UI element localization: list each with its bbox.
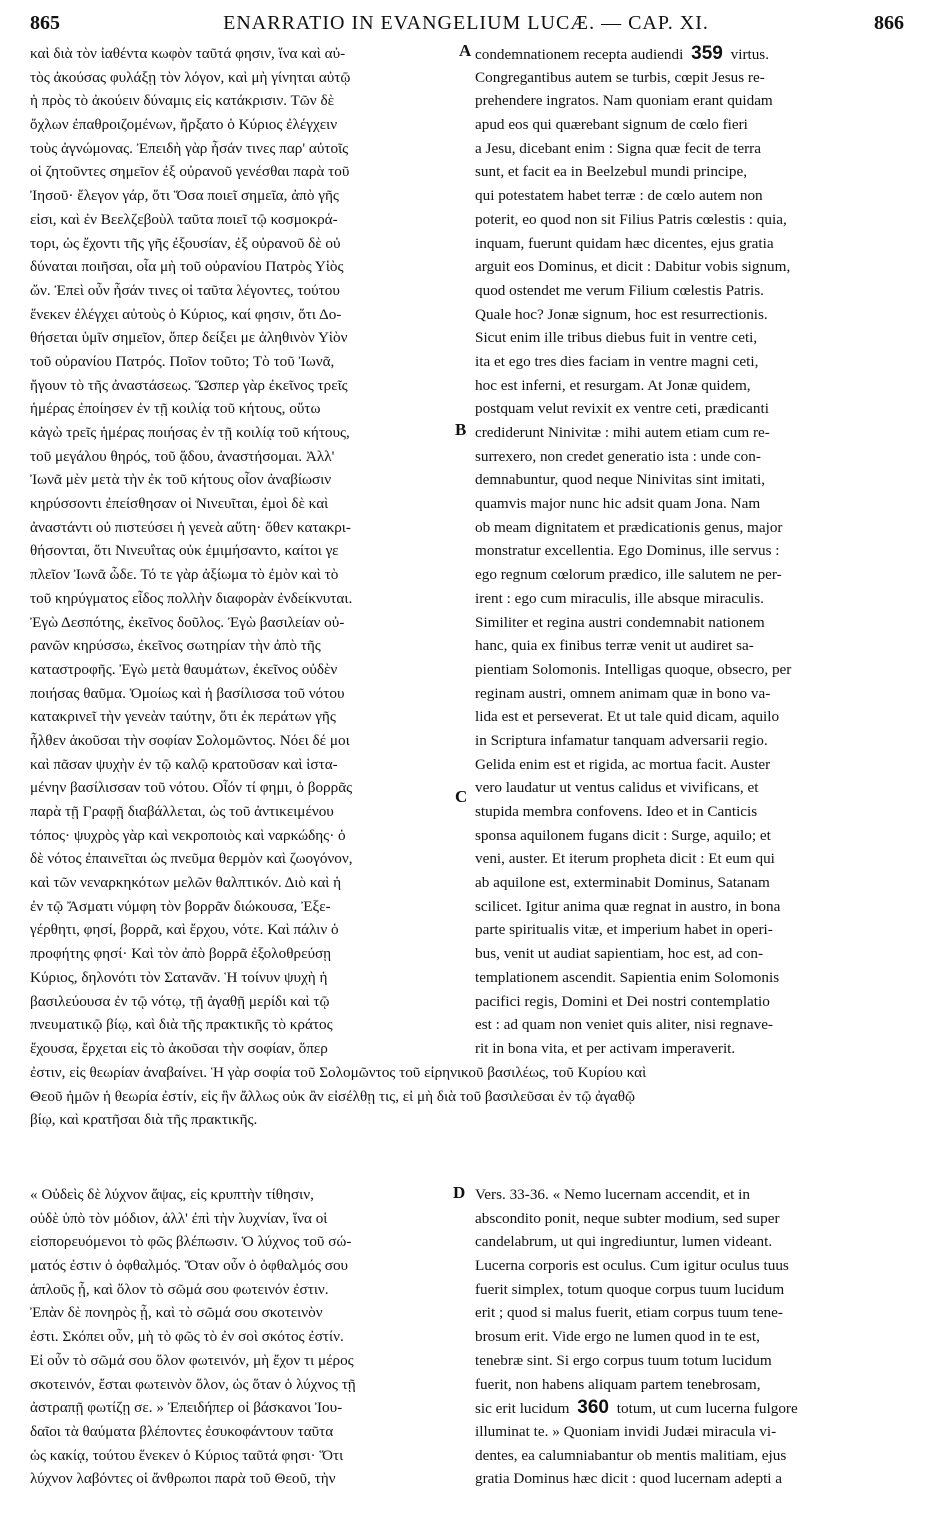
text-line: candelabrum, ut qui ingrediuntur, lumen videant.: [475, 1233, 773, 1251]
greek-full-width-text: [30, 1061, 910, 1132]
text-line: ego regnum cœlorum prædico, ille salutem ne per-: [475, 566, 782, 584]
running-title: ENARRATIO IN EVANGELIUM LUCÆ. — CAP. XI.: [223, 12, 709, 34]
text-line: ὄχλων ἐπαθροιζομένων, ἤρξατο ὁ Κύριος ἐλέγχειν: [30, 116, 338, 134]
text-line: τοὺς ἀγνώμονας. Ἐπειδὴ γὰρ ἦσάν τινες παρ' αὐτοῖς: [30, 139, 349, 157]
text-line: προφήτης φησί· Καὶ τὸν ἀπὸ βορρᾶ ἐξολοθρεύσῃ: [30, 945, 332, 963]
text-line: καὶ τῶν νεναρκηκότων μελῶν θαλπτικόν. Διὸ καὶ ἡ: [30, 874, 342, 892]
text-line: Sicut enim ille tribus diebus fuit in ventre ceti,: [475, 329, 758, 347]
text-line: καὶ πᾶσαν ψυχὴν ἐν τῷ καλῷ κρατοῦσαν καὶ ἱστα-: [30, 755, 338, 773]
text-line: crediderunt Ninivitæ : mihi autem etiam cum re-: [475, 424, 770, 441]
text-line: vero laudatur ut ventus calidus et vivificans, et: [475, 779, 759, 797]
section-marker-a: A: [459, 41, 472, 60]
page-number-left: 865: [30, 12, 60, 34]
text-line: γέρθητι, φησί, βορρᾶ, καὶ ἔρχου, νότε. Καὶ πάλιν ὁ: [30, 921, 339, 939]
text-line: τὸς ἀκούσας φυλάξῃ τὸν λόγον, καὶ μὴ γίνηται αὐτῷ: [30, 68, 351, 86]
text-line: ob meam dignitatem et prædicationis genus, major: [475, 518, 783, 536]
text-line: τοῦ μεγάλου θηρός, τοῦ ᾅδου, ἀναστήσομαι. Ἀλλ': [30, 447, 335, 465]
text-line: ἀναστάντι οὐ πιστεύσει ἡ γενεὰ αὕτη· ὅθεν κατακρι-: [30, 518, 351, 536]
text-line: καταστροφῆς. Ἐγὼ μετὰ θαυμάτων, ἐκεῖνος οὐδὲν: [30, 660, 338, 678]
text-line: ab aquilone est, exterminabit Dominus, Satanam: [475, 874, 770, 892]
section-marker-c: C: [455, 787, 468, 806]
text-line: δύναται ποιῆσαι, οἷα μὴ τοῦ οὐρανίου Πατρὸς Υἱὸς: [30, 258, 344, 276]
text-line: τορι, ὡς ἔχοντι τῆς γῆς ἐξουσίαν, ἐξ οὐρανοῦ δὲ οὐ: [30, 234, 341, 252]
latin-column-bottom: [475, 1183, 905, 1491]
text-line: δαῖοι τὰ θαύματα βλέποντες ἐσυκοφάντουν ταῦτα: [30, 1422, 334, 1440]
text-line: rit in bona vita, et per activam imperaverit.: [475, 1039, 736, 1057]
text-line: reginam austri, omnem animam quæ in bono va-: [475, 684, 771, 702]
text-line: scilicet. Igitur anima quæ regnat in austro, in bona: [475, 897, 781, 915]
text-line: irent : ego cum miraculis, ille absque miraculis.: [475, 589, 764, 607]
text-line: Ἐπὰν δὲ πονηρὸς ᾖ, καὶ τὸ σῶμά σου σκοτεινὸν: [30, 1304, 323, 1322]
text-line: a Jesu, dicebant enim : Signa quæ fecit de terra: [475, 139, 761, 157]
text-line: οἱ ζητοῦντες σημεῖον ἐξ οὐρανοῦ γενέσθαι παρὰ τοῦ: [30, 163, 350, 181]
text-line: sic erit lucidum 360 totum, ut cum lucerna fulgore: [475, 1397, 798, 1419]
text-line: κατακρινεῖ τὴν γενεὰν ταύτην, ὅτι ἐκ περάτων γῆς: [30, 708, 336, 726]
text-line: in Scriptura infamatur tanquam adversarii regio.: [475, 731, 768, 749]
text-line: Quale hoc? Jonæ signum, hoc est resurrectionis.: [475, 305, 768, 323]
text-line: πλεῖον Ἰωνᾶ ὧδε. Τό τε γὰρ ἀξίωμα τὸ ἐμὸν καὶ τὸ: [30, 566, 339, 584]
text-line: qui potestatem habet terræ : de cœlo autem non: [475, 187, 763, 205]
text-line: ἀστραπῇ φωτίζῃ σε. » Ἐπειδήπερ οἱ βάσκανοι Ἰου-: [30, 1399, 343, 1417]
text-line: brosum erit. Vide ergo ne lumen quod in te est,: [475, 1328, 760, 1346]
text-line: ἦλθεν ἀκοῦσαι τὴν σοφίαν Σολομῶντος. Νόει δέ μοι: [30, 731, 350, 749]
text-line: κἀγὼ τρεῖς ἡμέρας ποιήσας ἐν τῇ κοιλίᾳ τοῦ κήτους,: [30, 424, 350, 441]
text-line: quod ostendet me verum Filium cœlestis Patris.: [475, 281, 764, 299]
text-line: poterit, eo quod non sit Filius Patris cœlestis : quia,: [475, 210, 787, 228]
running-header: [0, 4, 932, 34]
text-line: prehendere ingratos. Nam quoniam erant quidam: [475, 92, 773, 110]
text-line: ὡς κακίᾳ, τούτου ἕνεκεν ὁ Κύριος ταῦτά φησι· Ὅτι: [30, 1446, 344, 1464]
text-line: κηρύσσοντι ἐπείσθησαν οἱ Νινευῖται, ἐμοὶ δὲ καὶ: [30, 495, 329, 513]
text-line: βασιλεύουσα ἐν τῷ νότῳ, τῇ ἀγαθῇ μερίδι καὶ τῷ: [30, 992, 330, 1010]
text-line: Ἰησοῦ· ἔλεγον γάρ, ὅτι Ὅσα ποιεῖ σημεῖα, ἀπὸ γῆς: [30, 187, 339, 205]
text-line: Gelida enim est et rigida, ac mortua facit. Auster: [475, 755, 771, 773]
text-line: Ἐγὼ Δεσπότης, ἐκεῖνος δοῦλος. Ἐγὼ βασιλείαν οὐ-: [30, 613, 345, 631]
text-line: inquam, fuerunt quidam hæc dicentes, ejus gratia: [475, 234, 774, 252]
text-line: lida est et perseverat. Et ut tale quid dicam, aquilo: [475, 708, 780, 726]
text-line: τοῦ κηρύγματος εἶδος πολλὴν διαφορὰν ἐνδείκνυται.: [30, 589, 353, 607]
text-line: illuminat te. » Quoniam invidi Judæi miracula vi-: [475, 1422, 777, 1440]
text-line: ἕνεκεν ἐλέγχει αὐτοὺς ὁ Κύριος, καί φησιν, ὅτι Δο-: [30, 305, 342, 323]
text-line: « Οὐδεὶς δὲ λύχνον ἅψας, εἰς κρυπτὴν τίθησιν,: [30, 1186, 314, 1203]
text-line: ματός ἐστιν ὁ ὀφθαλμός. Ὅταν οὖν ὁ ὀφθαλμός σου: [30, 1257, 349, 1275]
text-line: pacifici regis, Domini et Dei nostri contemplatio: [475, 992, 770, 1010]
text-line: λύχνον λαβόντες οἱ ἄνθρωποι παρὰ τοῦ Θεοῦ, τὴν: [30, 1470, 336, 1488]
text-line: ποιήσας θαῦμα. Ὁμοίως καὶ ἡ βασίλισσα τοῦ νότου: [30, 684, 345, 702]
text-line: Ἰωνᾶ μὲν μετὰ τὴν ἐκ τοῦ κήτους οἷον ἀναβίωσιν: [30, 471, 332, 489]
page-number-right: 866: [874, 12, 904, 34]
text-line: hoc est inferni, et resurgam. At Jonæ quidem,: [475, 376, 751, 394]
text-line: ὤν. Ἐπεὶ οὖν ἦσάν τινες οἱ ταῦτα λέγοντες, τούτου: [30, 281, 340, 299]
text-line: apud eos qui quærebant signum de cœlo fieri: [475, 116, 748, 134]
text-line: ἐστιν, εἰς θεωρίαν ἀναβαίνει. Ἡ γὰρ σοφία τοῦ Σολομῶντος τοῦ εἰρηνικοῦ βασιλέως, τοῦ Κυρίου καὶ: [30, 1064, 647, 1081]
text-line: ita et ego tres dies faciam in ventre magni ceti,: [475, 352, 759, 370]
text-line: gratia Dominus hæc dicit : quod lucernam adepti a: [475, 1470, 783, 1488]
text-line: θήσονται, ὅτι Νινευΐτας οὐκ ἐμιμήσαντο, καίτοι γε: [30, 542, 339, 560]
text-line: abscondito ponit, neque subter modium, sed super: [475, 1209, 780, 1227]
text-line: templationem ascendit. Sapientia enim Solomonis: [475, 968, 780, 986]
text-line: ἐν τῷ Ἄσματι νύμφη τὸν βορρᾶν διώκουσα, Ἐξε-: [30, 897, 331, 915]
text-line: arguit eos Dominus, et dicit : Dabitur vobis signum,: [475, 258, 791, 276]
text-line: τόπος· ψυχρὸς γὰρ καὶ νεκροποιὸς καὶ ναρκώδης· ὁ: [30, 826, 346, 844]
text-line: tenebræ sint. Si ergo corpus tuum totum lucidum: [475, 1351, 772, 1369]
text-line: fuerit simplex, totum quoque corpus tuum lucidum: [475, 1280, 785, 1298]
text-line: εἰσι, καὶ ἐν Βεελζεβοὺλ ταῦτα ποιεῖ τῷ κοσμοκρά-: [30, 210, 338, 228]
text-line: surrexero, non credet generatio ista : unde con-: [475, 447, 761, 465]
text-line: Lucerna corporis est oculus. Cum igitur oculus tuus: [475, 1257, 789, 1275]
text-line: εἰσπορευόμενοι τὸ φῶς βλέπωσιν. Ὁ λύχνος τοῦ σώ-: [30, 1233, 352, 1251]
text-line: ἔχουσα, ἔρχεται εἰς τὸ ἀκοῦσαι τὴν σοφίαν, ὅπερ: [30, 1039, 328, 1057]
text-line: ἡ πρὸς τὸ ἀκούειν δύναμις εἰς κατάκρισιν. Τῶν δὲ: [30, 92, 335, 110]
text-line: Similiter et regina austri condemnabit nationem: [475, 613, 765, 631]
latin-column-top: [475, 42, 905, 1061]
text-line: ἡμέρας ἐποίησεν ἐν τῇ κοιλίᾳ τοῦ κήτους, οὕτω: [30, 400, 321, 418]
text-line: πνευματικῷ βίῳ, καὶ διὰ τῆς πρακτικῆς τὸ κράτος: [30, 1016, 333, 1034]
text-line: ἁπλοῦς ᾖ, καὶ ὅλον τὸ σῶμά σου φωτεινόν ἐστιν.: [30, 1280, 329, 1298]
column-number: 360: [577, 1397, 609, 1419]
text-line: dentes, ea calumniabantur ob mentis malitiam, ejus: [475, 1446, 787, 1464]
text-line: stupida membra confovens. Ideo et in Canticis: [475, 803, 758, 820]
text-line: βίῳ, καὶ κρατῆσαι διὰ τῆς πρακτικῆς.: [30, 1111, 258, 1129]
text-line: sponsa aquilonem fugans dicit : Surge, aquilo; et: [475, 826, 771, 844]
text-line: quamvis major nunc hic adsit quam Jona. Nam: [475, 495, 761, 513]
text-line: postquam velut revixit ex ventre ceti, prædicanti: [475, 400, 769, 418]
text-line: sunt, et facit ea in Beelzebul mundi principe,: [475, 163, 748, 181]
text-line: monstratur excellentia. Ego Dominus, ille servus :: [475, 542, 780, 560]
text-line: fuerit, non habens aliquam partem tenebrosam,: [475, 1375, 761, 1393]
text-line: ἤγουν τὸ τῆς ἀναστάσεως. Ὥσπερ γὰρ ἐκεῖνος τρεῖς: [30, 376, 348, 394]
text-line: Vers. 33-36. « Nemo lucernam accendit, et in: [475, 1186, 750, 1203]
text-line: veni, auster. Et iterum propheta dicit : Et eum qui: [475, 850, 775, 868]
text-line: hanc, quia ex finibus terræ venit ut audiret sa-: [475, 637, 754, 655]
section-marker-b: B: [455, 420, 467, 439]
text-line: pientiam Solomonis. Intelligas quoque, obsecro, per: [475, 660, 792, 678]
text-line: τοῦ οὐρανίου Πατρός. Ποῖον τοῦτο; Τὸ τοῦ Ἰωνᾶ,: [30, 352, 335, 370]
greek-column-bottom: [30, 1183, 470, 1491]
text-line: Κύριος, δηλονότι τὸν Σατανᾶν. Ἡ τοίνυν ψυχὴ ἡ: [30, 968, 328, 986]
greek-column-top: [30, 42, 470, 1061]
text-line: condemnationem recepta audiendi 359 virtus.: [475, 43, 770, 64]
text-line: demnabuntur, quod neque Ninivitas sint imitati,: [475, 471, 766, 489]
text-line: μένην βασίλισσαν τοῦ νότου. Οἷόν τί φημι, ὁ βορρᾶς: [30, 779, 353, 797]
text-line: οὐδὲ ὑπὸ τὸν μόδιον, ἀλλ' ἐπὶ τὴν λυχνίαν, ἵνα οἱ: [30, 1209, 328, 1227]
text-line: δὲ νότος ἐπαινεῖται ὡς πνεῦμα θερμὸν καὶ ζωογόνον,: [30, 850, 353, 868]
text-line: θήσεται ὑμῖν σημεῖον, ὅπερ δείξει με ἀληθινὸν Υἱὸν: [30, 329, 348, 347]
text-line: Congregantibus autem se turbis, cœpit Jesus re-: [475, 68, 765, 86]
text-line: Εἰ οὖν τὸ σῶμά σου ὅλον φωτεινόν, μὴ ἔχον τι μέρος: [30, 1351, 354, 1369]
text-line: parte spiritualis vitæ, et imperium habet in operi-: [475, 921, 773, 939]
text-line: est : ad quam non veniet quis aliter, nisi regnave-: [475, 1016, 773, 1034]
text-line: erit ; quod si malus fuerit, etiam corpus tuum tene-: [475, 1304, 783, 1322]
text-line: bus, venit ut audiat sapientiam, hoc est, ad con-: [475, 945, 764, 963]
text-line: Θεοῦ ἡμῶν ἡ θεωρία ἐστίν, εἰς ἣν ἄλλως οὐκ ἂν εἰσέλθῃ τις, εἰ μὴ διὰ τοῦ βασιλεῦσαι ἐν τῷ ἀγαθῷ: [30, 1087, 636, 1105]
text-line: καὶ διὰ τὸν ἰαθέντα κωφὸν ταῦτά φησιν, ἵνα καὶ αὐ-: [30, 45, 346, 62]
text-line: ἐστι. Σκόπει οὖν, μὴ τὸ φῶς τὸ ἐν σοὶ σκότος ἐστίν.: [30, 1328, 344, 1346]
text-line: σκοτεινόν, ἔσται φωτεινὸν ὅλον, ὡς ὅταν ὁ λύχνος τῇ: [30, 1375, 356, 1393]
column-number: 359: [691, 43, 723, 64]
text-line: παρὰ τῇ Γραφῇ διαβάλλεται, ὡς τοῦ ἀντικειμένου: [30, 803, 334, 820]
text-line: ρανῶν κηρύσσω, ἐκεῖνος σωτηρίαν τὴν ἀπὸ τῆς: [30, 637, 321, 655]
section-marker-d: D: [453, 1183, 466, 1202]
